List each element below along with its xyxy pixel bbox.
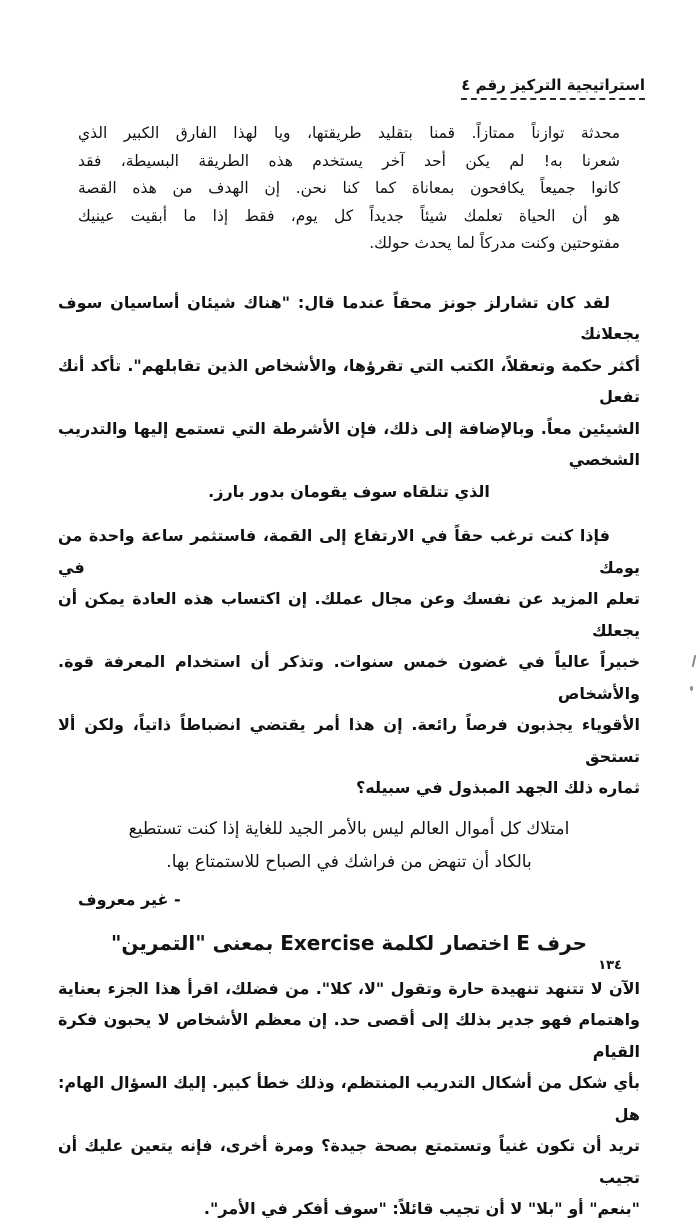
text-line: الآن لا تتنهد تنهيدة حارة وتقول "لا، كلا". من فضلك، اقرأ هذا الجزء بعناية xyxy=(58,978,640,998)
text-line: كانوا جميعاً يكافحون بمعاناة كما كنا نحن. إن الهدف من هذه القصة xyxy=(78,179,620,197)
text-line: محدثة توازناً ممتازاً. قمنا بتقليد طريقتها، ويا لهذا الفارق الكبير الذي xyxy=(78,124,620,142)
quote-line: بالكاد أن تنهض من فراشك في الصباح للاستمتاع بها. xyxy=(166,851,532,872)
text-line: بأي شكل من أشكال التدريب المنتظم، وذلك خطأ كبير. إليك السؤال الهام: هل xyxy=(58,1073,640,1124)
paragraph-2 xyxy=(58,287,640,508)
text-line: مفتوحتين وكنت مدركاً لما يحدث حولك. xyxy=(369,234,620,252)
running-head: استراتيجية التركيز رقم ٤ xyxy=(461,76,645,100)
page-content xyxy=(58,120,640,1225)
scan-artifact xyxy=(690,686,693,691)
section-heading: حرف E اختصار لكلمة Exercise بمعنى "التمرين" xyxy=(110,930,588,955)
text-line: الشيئين معاً. وبالإضافة إلى ذلك، فإن الأشرطة التي تستمع إليها والتدريب الشخصي xyxy=(58,418,640,469)
text-line: شعرنا به! لم يكن أحد آخر يستخدم هذه الطريقة البسيطة، فقد xyxy=(78,151,620,170)
text-line: "بنعم" أو "بلا" لا أن تجيب قائلاً: "سوف أفكر في الأمر". xyxy=(203,1199,640,1218)
text-line: تعلم المزيد عن نفسك وعن مجال عملك. إن اكتساب هذه العادة يمكن أن يجعلك xyxy=(58,589,640,640)
text-line: الأقوياء يجذبون فرصاً رائعة. إن هذا أمر يقتضي انضباطاً ذاتياً، ولكن ألا تستحق xyxy=(58,715,640,766)
text-line: تريد أن تكون غنياً وتستمتع بصحة جيدة؟ ومرة أخرى، فإنه يتعين عليك أن تجيب xyxy=(58,1136,640,1187)
quote-attribution: - غير معروف xyxy=(78,889,181,909)
paragraph-1 xyxy=(78,120,620,258)
text-line: واهتمام فهو جدير بذلك إلى أقصى حد. إن معظم الأشخاص لا يحبون فكرة القيام xyxy=(58,1010,640,1061)
paragraph-4 xyxy=(58,973,640,1225)
paragraph-3 xyxy=(58,520,640,804)
text-line: خبيراً عالياً في غضون خمس سنوات. وتذكر أن استخدام المعرفة قوة. والأشخاص xyxy=(58,652,640,703)
block-quote xyxy=(88,813,610,879)
scan-artifact xyxy=(692,655,696,667)
text-line: أكثر حكمة وتعقلاً، الكتب التي تقرؤها، والأشخاص الذين تقابلهم". تأكد أنك تفعل xyxy=(58,355,640,406)
quote-line: امتلاك كل أموال العالم ليس بالأمر الجيد للغاية إذا كنت تستطيع xyxy=(128,818,570,839)
text-line: لقد كان تشارلز جونز محقاً عندما قال: "هناك شيئان أساسيان سوف يجعلانك xyxy=(58,292,640,343)
text-line: الذي تتلقاه سوف يقومان بدور بارز. xyxy=(208,481,490,501)
text-line: ثماره ذلك الجهد المبذول في سبيله؟ xyxy=(356,778,640,797)
page-number: ١٣٤ xyxy=(598,958,622,973)
text-line: هو أن الحياة تعلمك شيئاً جديداً كل يوم، فقط إذا ما أبقيت عينيك xyxy=(78,206,620,225)
text-line: فإذا كنت ترغب حقاً في الارتفاع إلى القمة، فاستثمر ساعة واحدة من يومك في xyxy=(58,526,640,577)
